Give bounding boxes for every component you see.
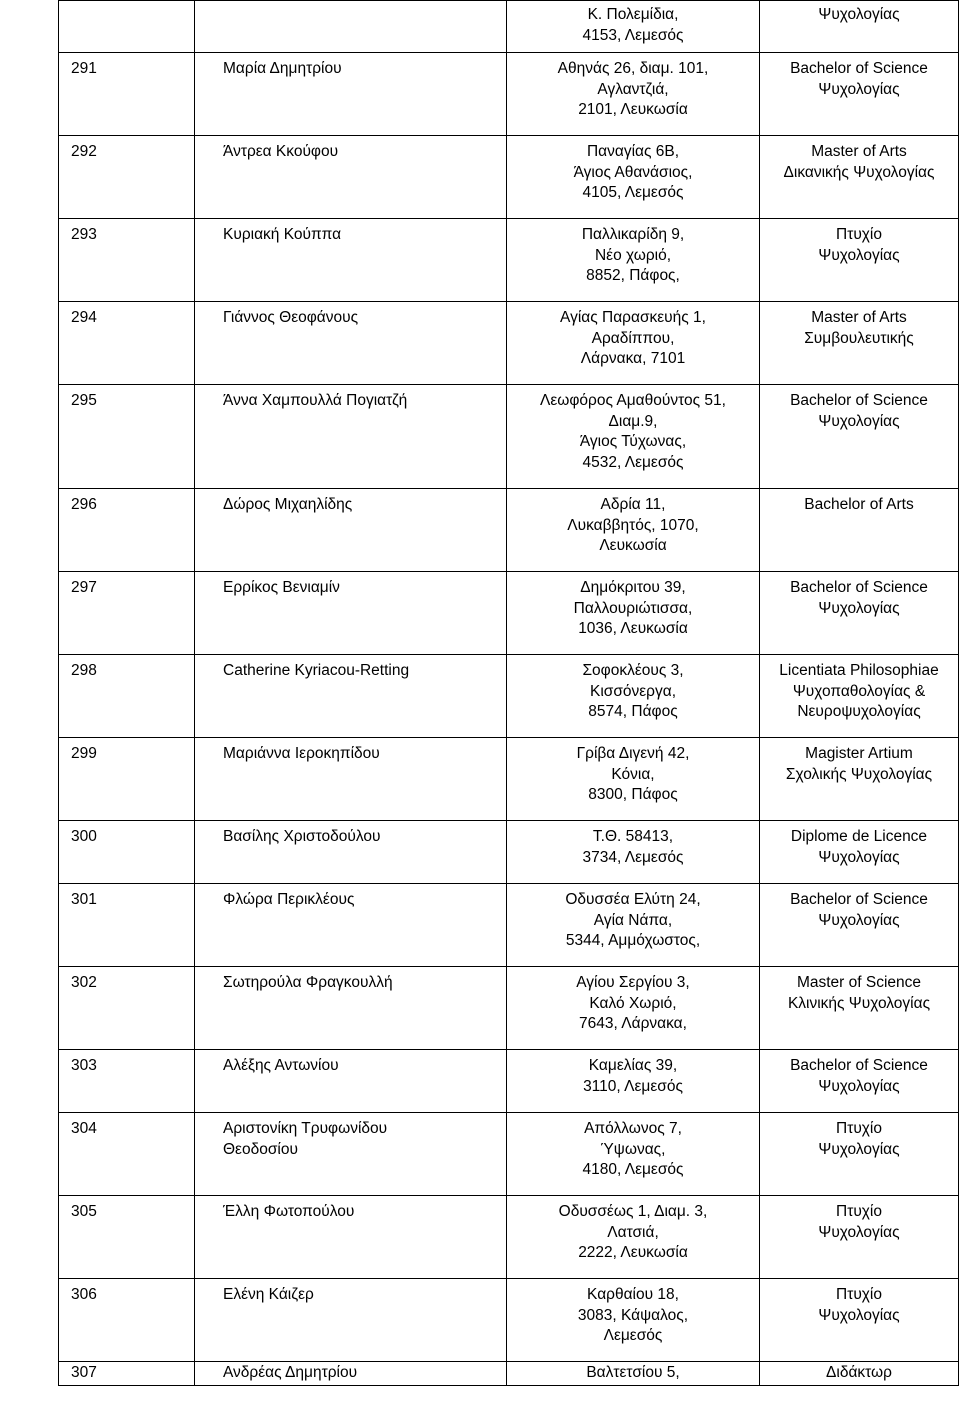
name-cell bbox=[195, 572, 507, 655]
person-name: Θεοδοσίου bbox=[223, 1140, 298, 1158]
table-row bbox=[59, 1113, 959, 1196]
address-line: Σοφοκλέους 3, bbox=[582, 662, 684, 679]
degree-cell bbox=[760, 1050, 959, 1113]
address-line: 8300, Πάφος bbox=[588, 786, 678, 803]
address-line: 8852, Πάφος, bbox=[586, 267, 680, 284]
person-name: Αλέξης Αντωνίου bbox=[223, 1057, 339, 1074]
address-line: Αγία Νάπα, bbox=[593, 911, 673, 929]
row-number: 295 bbox=[71, 392, 97, 409]
address-cell bbox=[507, 489, 760, 572]
address-line: Καρθαίου 18, bbox=[587, 1286, 679, 1303]
degree-line: Πτυχίο bbox=[836, 1286, 882, 1303]
table-row bbox=[59, 821, 959, 884]
person-name: Φλώρα Περικλέους bbox=[223, 891, 355, 908]
row-number: 307 bbox=[71, 1364, 97, 1381]
address-line: 5344, Αμμόχωστος, bbox=[565, 932, 701, 949]
row-number: 291 bbox=[71, 60, 97, 77]
degree-cell bbox=[760, 53, 959, 136]
address-cell bbox=[507, 1362, 760, 1386]
number-cell bbox=[59, 489, 195, 572]
number-cell bbox=[59, 1196, 195, 1279]
address-line: Αγίου Σεργίου 3, bbox=[576, 974, 690, 991]
row-number: 302 bbox=[71, 974, 97, 991]
degree-line: Ψυχολογίας bbox=[818, 848, 900, 866]
number-cell bbox=[59, 1050, 195, 1113]
address-line: Κισσόνεργα, bbox=[589, 682, 677, 700]
address-line: Οδυσσέως 1, Διαμ. 3, bbox=[558, 1203, 708, 1220]
name-cell bbox=[195, 1196, 507, 1279]
address-line: Νέο χωριό, bbox=[594, 246, 672, 264]
number-cell bbox=[59, 1113, 195, 1196]
address-line: Τ.Θ. 58413, bbox=[592, 828, 674, 845]
degree-line: Ψυχολογίας bbox=[818, 6, 900, 23]
address-cell bbox=[507, 1196, 760, 1279]
degree-cell bbox=[760, 1362, 959, 1386]
name-cell bbox=[195, 302, 507, 385]
address-line: 3110, Λεμεσός bbox=[583, 1077, 683, 1095]
address-line: Αθηνάς 26, διαμ. 101, bbox=[557, 60, 709, 77]
person-name: Βασίλης Χριστοδούλου bbox=[223, 828, 381, 845]
name-cell bbox=[195, 655, 507, 738]
degree-cell bbox=[760, 821, 959, 884]
address-line: 8574, Πάφος bbox=[588, 703, 678, 720]
address-cell bbox=[507, 1113, 760, 1196]
address-cell bbox=[507, 219, 760, 302]
address-cell bbox=[507, 1, 760, 53]
degree-line: Ψυχολογίας bbox=[818, 1140, 900, 1158]
degree-cell bbox=[760, 385, 959, 489]
degree-cell bbox=[760, 738, 959, 821]
address-line: 4153, Λεμεσός bbox=[582, 26, 684, 44]
registry-table-body bbox=[59, 1, 959, 1386]
address-line: Παλλικαρίδη 9, bbox=[581, 226, 685, 243]
person-name: Δώρος Μιχαηλίδης bbox=[223, 496, 353, 513]
row-number: 306 bbox=[71, 1286, 97, 1303]
name-cell bbox=[195, 967, 507, 1050]
address-line: 2222, Λευκωσία bbox=[578, 1244, 688, 1261]
degree-cell bbox=[760, 572, 959, 655]
person-name: Catherine Kyriacou-Retting bbox=[223, 662, 410, 679]
number-cell bbox=[59, 1, 195, 53]
degree-line: Bachelor of Science bbox=[790, 579, 928, 596]
address-line: Δημόκριτου 39, bbox=[580, 579, 686, 596]
address-line: Αραδίππου, bbox=[591, 329, 675, 347]
address-cell bbox=[507, 136, 760, 219]
table-row bbox=[59, 489, 959, 572]
address-line: Βαλτετσίου 5, bbox=[586, 1364, 680, 1381]
name-cell bbox=[195, 738, 507, 821]
name-cell bbox=[195, 1279, 507, 1362]
degree-line: Diplome de Licence bbox=[790, 828, 928, 845]
degree-line: Ψυχολογίας bbox=[818, 80, 900, 98]
person-name: Κυριακή Κούππα bbox=[223, 226, 342, 243]
degree-cell bbox=[760, 219, 959, 302]
degree-line: Διδάκτωρ bbox=[826, 1364, 892, 1381]
table-row bbox=[59, 738, 959, 821]
row-number: 296 bbox=[71, 496, 97, 513]
row-number: 293 bbox=[71, 226, 97, 243]
address-cell bbox=[507, 53, 760, 136]
degree-cell bbox=[760, 1279, 959, 1362]
address-line: 4180, Λεμεσός bbox=[582, 1161, 684, 1178]
degree-cell bbox=[760, 1, 959, 53]
number-cell bbox=[59, 385, 195, 489]
address-line: Οδυσσέα Ελύτη 24, bbox=[565, 891, 701, 908]
address-line: Απόλλωνος 7, bbox=[584, 1120, 682, 1137]
name-cell bbox=[195, 1113, 507, 1196]
degree-line: Ψυχολογίας bbox=[818, 1077, 900, 1095]
address-line: 4105, Λεμεσός bbox=[582, 184, 684, 201]
address-line: Καλό Χωριό, bbox=[589, 994, 677, 1012]
number-cell bbox=[59, 302, 195, 385]
address-line: 1036, Λευκωσία bbox=[578, 620, 688, 637]
name-cell bbox=[195, 219, 507, 302]
address-cell bbox=[507, 884, 760, 967]
table-row bbox=[59, 302, 959, 385]
number-cell bbox=[59, 884, 195, 967]
address-line: Άγιος Αθανάσιος, bbox=[573, 163, 693, 181]
table-row bbox=[59, 385, 959, 489]
degree-cell bbox=[760, 1113, 959, 1196]
row-number: 303 bbox=[71, 1057, 97, 1074]
address-line: Λεμεσός bbox=[603, 1327, 663, 1344]
number-cell bbox=[59, 655, 195, 738]
registry-table bbox=[58, 0, 959, 1386]
address-line: Γρίβα Διγενή 42, bbox=[576, 745, 690, 762]
name-cell bbox=[195, 1, 507, 53]
degree-line: Bachelor of Science bbox=[790, 891, 928, 908]
address-cell bbox=[507, 572, 760, 655]
person-name: Ανδρέας Δημητρίου bbox=[223, 1364, 358, 1381]
address-line: 4532, Λεμεσός bbox=[582, 453, 684, 471]
degree-line: Ψυχοπαθολογίας & bbox=[792, 682, 926, 700]
row-number: 305 bbox=[71, 1203, 97, 1220]
degree-line: Bachelor of Arts bbox=[804, 496, 914, 513]
degree-line: Ψυχολογίας bbox=[818, 412, 900, 430]
table-row bbox=[59, 884, 959, 967]
row-number: 301 bbox=[71, 891, 97, 908]
address-line: Αγίας Παρασκευής 1, bbox=[560, 309, 706, 326]
degree-line: Ψυχολογίας bbox=[818, 1223, 900, 1241]
number-cell bbox=[59, 136, 195, 219]
address-line: Λάρνακα, 7101 bbox=[580, 350, 686, 367]
name-cell bbox=[195, 821, 507, 884]
degree-cell bbox=[760, 136, 959, 219]
address-line: Αδρία 11, bbox=[600, 496, 666, 513]
address-line: Κόνια, bbox=[611, 765, 655, 783]
number-cell bbox=[59, 738, 195, 821]
table-row bbox=[59, 1050, 959, 1113]
degree-line: Κλινικής Ψυχολογίας bbox=[787, 994, 931, 1012]
degree-cell bbox=[760, 655, 959, 738]
degree-line: Ψυχολογίας bbox=[818, 246, 900, 264]
address-cell bbox=[507, 967, 760, 1050]
address-line: 2101, Λευκωσία bbox=[578, 101, 688, 118]
name-cell bbox=[195, 884, 507, 967]
degree-line: Πτυχίο bbox=[836, 1120, 882, 1137]
table-row-continued bbox=[59, 1, 959, 53]
number-cell bbox=[59, 219, 195, 302]
row-number: 294 bbox=[71, 309, 97, 326]
address-line: Ύψωνας, bbox=[600, 1140, 666, 1158]
degree-line: Master of Science bbox=[796, 974, 922, 991]
address-line: 3083, Κάψαλος, bbox=[577, 1306, 689, 1324]
degree-cell bbox=[760, 967, 959, 1050]
address-cell bbox=[507, 1050, 760, 1113]
number-cell bbox=[59, 53, 195, 136]
degree-line: Ψυχολογίας bbox=[818, 1306, 900, 1324]
degree-cell bbox=[760, 489, 959, 572]
degree-cell bbox=[760, 884, 959, 967]
degree-line: Magister Artium bbox=[805, 745, 913, 762]
degree-line: Σχολικής Ψυχολογίας bbox=[785, 765, 933, 783]
degree-line: Πτυχίο bbox=[836, 226, 882, 243]
row-number: 297 bbox=[71, 579, 97, 596]
address-line: Διαμ.9, bbox=[608, 412, 658, 430]
table-row bbox=[59, 655, 959, 738]
name-cell bbox=[195, 385, 507, 489]
degree-line: Bachelor of Science bbox=[790, 392, 928, 409]
table-row bbox=[59, 136, 959, 219]
table-row bbox=[59, 1196, 959, 1279]
degree-line: Πτυχίο bbox=[836, 1203, 882, 1220]
person-name: Ελένη Κάιζερ bbox=[223, 1286, 314, 1303]
address-line: Παλλουριώτισσα, bbox=[573, 599, 693, 617]
degree-line: Master of Arts bbox=[811, 309, 907, 326]
person-name: Άντρεα Κκούφου bbox=[223, 143, 339, 160]
number-cell bbox=[59, 572, 195, 655]
table-row bbox=[59, 1362, 959, 1386]
number-cell bbox=[59, 821, 195, 884]
address-cell bbox=[507, 655, 760, 738]
degree-line: Συμβουλευτικής bbox=[804, 329, 914, 347]
degree-line: Ψυχολογίας bbox=[818, 599, 900, 617]
address-line: 7643, Λάρνακα, bbox=[579, 1015, 687, 1032]
table-row bbox=[59, 1279, 959, 1362]
name-cell bbox=[195, 489, 507, 572]
name-cell bbox=[195, 136, 507, 219]
address-line: Λυκαββητός, 1070, bbox=[567, 516, 699, 534]
row-number: 300 bbox=[71, 828, 97, 845]
degree-line: Δικανικής Ψυχολογίας bbox=[783, 163, 935, 181]
address-line: Κ. Πολεμίδια, bbox=[587, 6, 679, 23]
address-line: Αγλαντζιά, bbox=[597, 80, 669, 98]
address-line: Λεωφόρος Αμαθούντος 51, bbox=[540, 392, 726, 409]
address-cell bbox=[507, 738, 760, 821]
person-name: Ερρίκος Βενιαμίν bbox=[223, 579, 340, 596]
name-cell bbox=[195, 53, 507, 136]
table-row bbox=[59, 967, 959, 1050]
degree-line: Ψυχολογίας bbox=[818, 911, 900, 929]
address-cell bbox=[507, 1279, 760, 1362]
person-name: Μαρία Δημητρίου bbox=[223, 60, 342, 77]
address-line: Άγιος Τύχωνας, bbox=[579, 433, 687, 450]
degree-line: Νευροψυχολογίας bbox=[797, 703, 921, 720]
address-line: 3734, Λεμεσός bbox=[582, 848, 684, 866]
address-line: Παναγίας 6Β, bbox=[586, 143, 680, 160]
row-number: 299 bbox=[71, 745, 97, 762]
degree-line: Bachelor of Science bbox=[790, 60, 928, 77]
row-number: 292 bbox=[71, 143, 97, 160]
person-name: Άννα Χαμπουλλά Πογιατζή bbox=[223, 392, 408, 409]
address-cell bbox=[507, 302, 760, 385]
table-row bbox=[59, 219, 959, 302]
number-cell bbox=[59, 1279, 195, 1362]
person-name: Αριστονίκη Τρυφωνίδου bbox=[223, 1120, 388, 1137]
name-cell bbox=[195, 1362, 507, 1386]
row-number: 298 bbox=[71, 662, 97, 679]
degree-cell bbox=[760, 302, 959, 385]
address-line: Καμελίας 39, bbox=[588, 1057, 678, 1074]
name-cell bbox=[195, 1050, 507, 1113]
address-line: Λατσιά, bbox=[607, 1223, 659, 1241]
person-name: Σωτηρούλα Φραγκουλλή bbox=[223, 974, 393, 991]
person-name: Έλλη Φωτοπούλου bbox=[223, 1203, 355, 1220]
degree-line: Licentiata Philosophiae bbox=[779, 662, 939, 679]
degree-line: Master of Arts bbox=[811, 143, 907, 160]
table-row bbox=[59, 572, 959, 655]
person-name: Μαριάννα Ιεροκηπίδου bbox=[223, 745, 380, 762]
degree-line: Bachelor of Science bbox=[790, 1057, 928, 1074]
address-cell bbox=[507, 821, 760, 884]
person-name: Γιάννος Θεοφάνους bbox=[223, 309, 359, 326]
number-cell bbox=[59, 967, 195, 1050]
address-line: Λευκωσία bbox=[599, 537, 667, 554]
degree-cell bbox=[760, 1196, 959, 1279]
address-cell bbox=[507, 385, 760, 489]
number-cell bbox=[59, 1362, 195, 1386]
row-number: 304 bbox=[71, 1120, 97, 1137]
table-row bbox=[59, 53, 959, 136]
